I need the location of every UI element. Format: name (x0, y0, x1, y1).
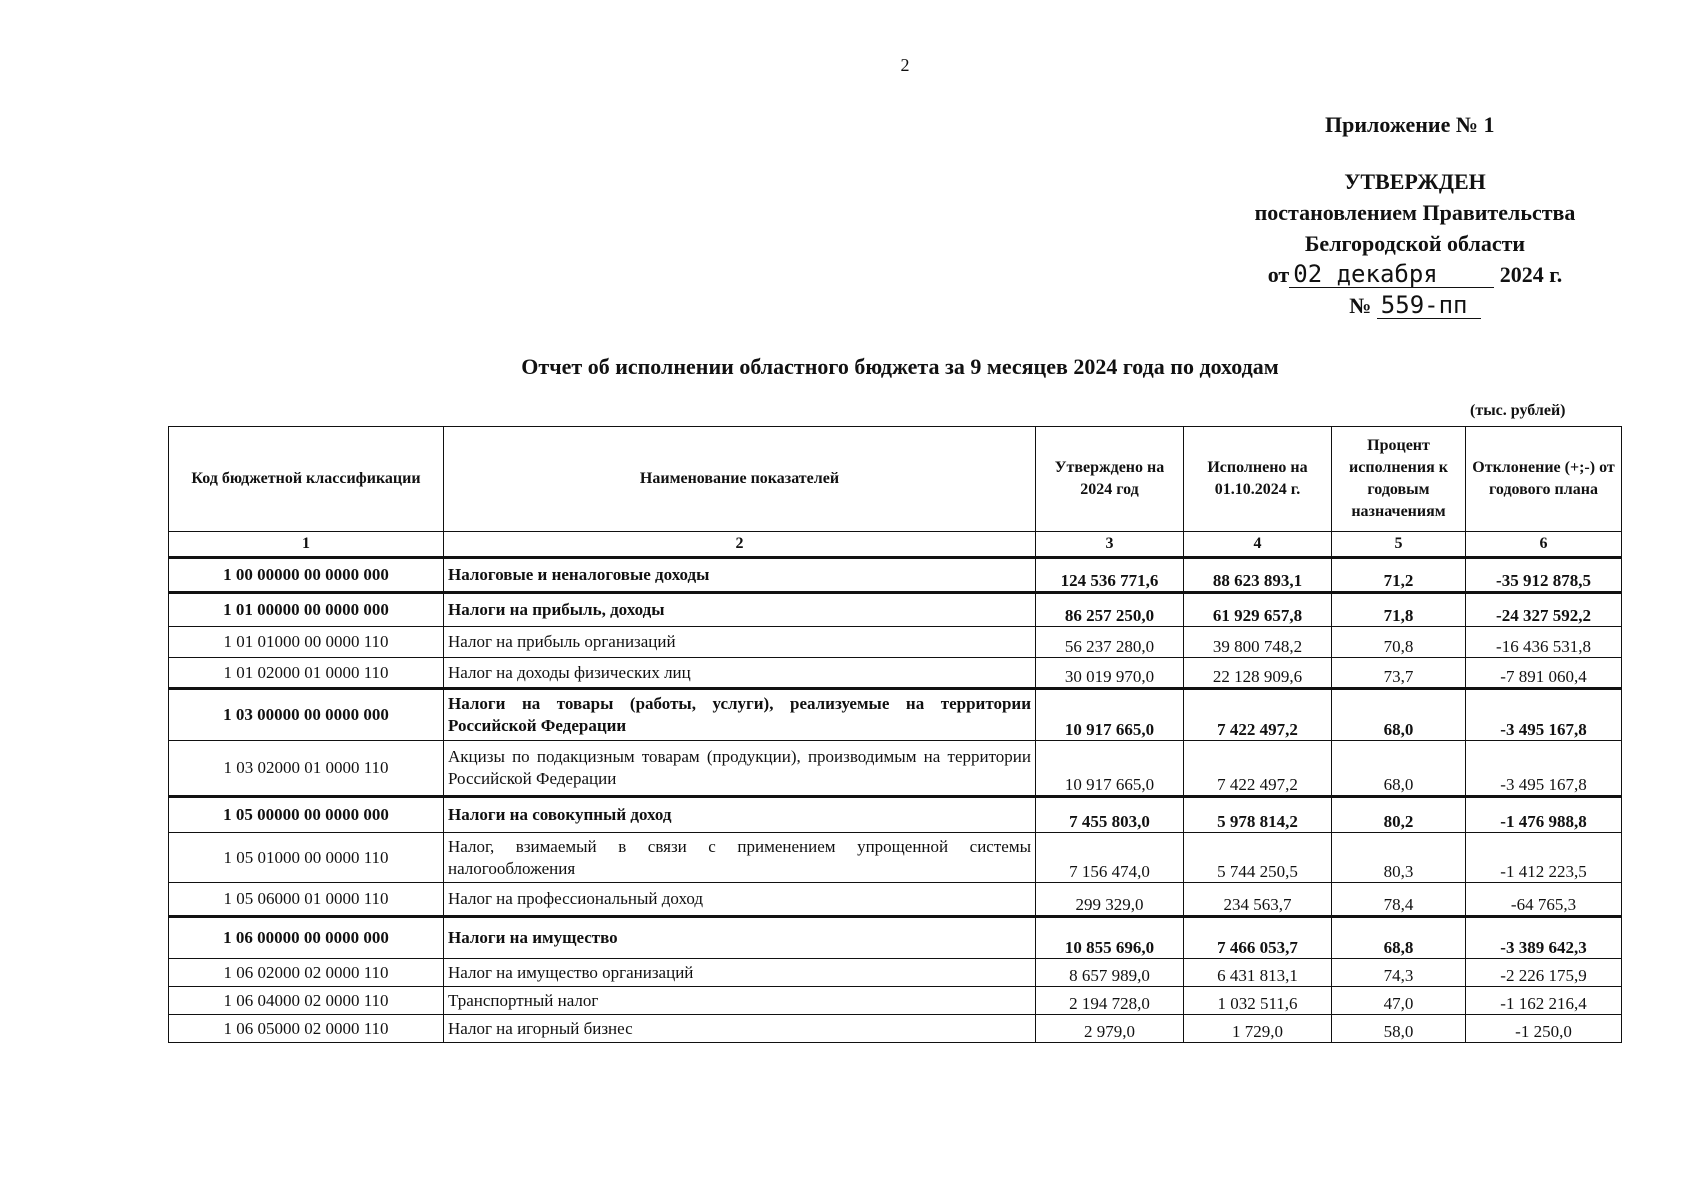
header-deviation: Отклонение (+;-) от годового плана (1466, 427, 1622, 532)
approval-date: 02 декабря (1289, 261, 1494, 288)
header-approved: Утверждено на 2024 год (1036, 427, 1184, 532)
header-name: Наименование показателей (444, 427, 1036, 532)
row-deviation: -3 389 642,3 (1466, 917, 1622, 959)
row-code: 1 03 02000 01 0000 110 (169, 741, 444, 797)
row-deviation: -1 476 988,8 (1466, 797, 1622, 833)
column-number-row (169, 532, 1622, 558)
approval-heading: УТВЕРЖДЕН (1344, 169, 1486, 194)
row-executed: 7 422 497,2 (1184, 689, 1332, 741)
column-number: 6 (1466, 532, 1622, 558)
row-percent: 74,3 (1332, 959, 1466, 987)
row-approved: 10 855 696,0 (1036, 917, 1184, 959)
row-executed: 5 978 814,2 (1184, 797, 1332, 833)
column-number: 3 (1036, 532, 1184, 558)
row-approved: 2 194 728,0 (1036, 987, 1184, 1015)
row-executed: 5 744 250,5 (1184, 833, 1332, 883)
row-code: 1 03 00000 00 0000 000 (169, 689, 444, 741)
row-percent: 80,2 (1332, 797, 1466, 833)
row-code: 1 01 01000 00 0000 110 (169, 627, 444, 658)
approval-number: 559-пп (1377, 292, 1481, 319)
row-name (444, 833, 1036, 883)
row-approved: 8 657 989,0 (1036, 959, 1184, 987)
row-approved: 56 237 280,0 (1036, 627, 1184, 658)
row-name: Транспортный налог (444, 987, 1036, 1015)
row-code: 1 06 00000 00 0000 000 (169, 917, 444, 959)
table-row (169, 883, 1622, 917)
row-code: 1 01 00000 00 0000 000 (169, 593, 444, 627)
row-name: Налоги на прибыль, доходы (444, 593, 1036, 627)
row-deviation: -1 250,0 (1466, 1015, 1622, 1043)
row-code: 1 06 04000 02 0000 110 (169, 987, 444, 1015)
row-name-text: Акцизы по подакцизным товарам (продукции), производимым на территории Российской Федерации (448, 747, 1031, 788)
row-deviation: -1 412 223,5 (1466, 833, 1622, 883)
table-row (169, 917, 1622, 959)
table-row (169, 959, 1622, 987)
row-approved: 299 329,0 (1036, 883, 1184, 917)
row-name: Налог на доходы физических лиц (444, 658, 1036, 689)
table-row (169, 987, 1622, 1015)
row-code: 1 05 01000 00 0000 110 (169, 833, 444, 883)
row-approved: 124 536 771,6 (1036, 558, 1184, 593)
row-name: Налог на имущество организаций (444, 959, 1036, 987)
row-name: Налоговые и неналоговые доходы (444, 558, 1036, 593)
header-code: Код бюджетной классификации (169, 427, 444, 532)
table-row (169, 741, 1622, 797)
row-executed: 1 729,0 (1184, 1015, 1332, 1043)
row-percent: 58,0 (1332, 1015, 1466, 1043)
table-row (169, 658, 1622, 689)
row-deviation: -24 327 592,2 (1466, 593, 1622, 627)
table-header-row (169, 427, 1622, 532)
date-prefix: от (1267, 262, 1290, 287)
table-row (169, 627, 1622, 658)
number-prefix: № (1349, 293, 1372, 318)
row-approved: 2 979,0 (1036, 1015, 1184, 1043)
unit-note: (тыс. рублей) (1470, 402, 1566, 419)
row-approved: 10 917 665,0 (1036, 741, 1184, 797)
header-executed: Исполнено на 01.10.2024 г. (1184, 427, 1332, 532)
approval-line-3: Белгородской области (1304, 231, 1526, 256)
row-deviation: -16 436 531,8 (1466, 627, 1622, 658)
column-number: 1 (169, 532, 444, 558)
row-code: 1 05 00000 00 0000 000 (169, 797, 444, 833)
row-name-text: Налог, взимаемый в связи с применением упрощенной системы налогообложения (448, 836, 1031, 878)
header-percent: Процент исполнения к годовым назначениям (1332, 427, 1466, 532)
row-executed: 61 929 657,8 (1184, 593, 1332, 627)
row-percent: 71,2 (1332, 558, 1466, 593)
row-name: Налог на игорный бизнес (444, 1015, 1036, 1043)
row-deviation: -7 891 060,4 (1466, 658, 1622, 689)
row-percent: 71,8 (1332, 593, 1466, 627)
row-percent: 47,0 (1332, 987, 1466, 1015)
row-percent: 68,0 (1332, 741, 1466, 797)
table-row (169, 1015, 1622, 1043)
revenue-table (168, 426, 1622, 1043)
row-executed: 1 032 511,6 (1184, 987, 1332, 1015)
column-number: 5 (1332, 532, 1466, 558)
row-deviation: -3 495 167,8 (1466, 741, 1622, 797)
row-percent: 73,7 (1332, 658, 1466, 689)
row-deviation: -3 495 167,8 (1466, 689, 1622, 741)
row-deviation: -2 226 175,9 (1466, 959, 1622, 987)
row-name-text: Налоги на товары (работы, услуги), реализуемые на территории Российской Федерации (448, 694, 1031, 735)
table-row (169, 558, 1622, 593)
row-executed: 234 563,7 (1184, 883, 1332, 917)
table-row (169, 833, 1622, 883)
row-approved: 7 156 474,0 (1036, 833, 1184, 883)
row-name (444, 741, 1036, 797)
report-title: Отчет об исполнении областного бюджета за 9 месяцев 2024 года по доходам (521, 354, 1279, 379)
row-executed: 7 466 053,7 (1184, 917, 1332, 959)
row-approved: 30 019 970,0 (1036, 658, 1184, 689)
approval-number-line (1225, 290, 1605, 321)
column-number: 4 (1184, 532, 1332, 558)
approval-line-2: постановлением Правительства (1254, 200, 1576, 225)
row-executed: 7 422 497,2 (1184, 741, 1332, 797)
row-name (444, 689, 1036, 741)
row-deviation: -1 162 216,4 (1466, 987, 1622, 1015)
page-number: 2 (900, 55, 910, 75)
row-code: 1 01 02000 01 0000 110 (169, 658, 444, 689)
row-percent: 68,0 (1332, 689, 1466, 741)
row-code: 1 05 06000 01 0000 110 (169, 883, 444, 917)
row-code: 1 06 05000 02 0000 110 (169, 1015, 444, 1043)
row-percent: 80,3 (1332, 833, 1466, 883)
row-executed: 22 128 909,6 (1184, 658, 1332, 689)
row-executed: 6 431 813,1 (1184, 959, 1332, 987)
row-percent: 70,8 (1332, 627, 1466, 658)
row-executed: 39 800 748,2 (1184, 627, 1332, 658)
row-name: Налоги на имущество (444, 917, 1036, 959)
row-code: 1 00 00000 00 0000 000 (169, 558, 444, 593)
column-number: 2 (444, 532, 1036, 558)
approval-year: 2024 г. (1499, 262, 1563, 287)
row-approved: 10 917 665,0 (1036, 689, 1184, 741)
table-row (169, 689, 1622, 741)
row-executed: 88 623 893,1 (1184, 558, 1332, 593)
approval-block (1225, 166, 1605, 321)
row-percent: 68,8 (1332, 917, 1466, 959)
approval-date-line (1225, 259, 1605, 290)
row-name: Налог на профессиональный доход (444, 883, 1036, 917)
row-approved: 86 257 250,0 (1036, 593, 1184, 627)
row-name: Налоги на совокупный доход (444, 797, 1036, 833)
annex-title: Приложение № 1 (1325, 112, 1495, 137)
row-name: Налог на прибыль организаций (444, 627, 1036, 658)
row-deviation: -64 765,3 (1466, 883, 1622, 917)
row-code: 1 06 02000 02 0000 110 (169, 959, 444, 987)
table-row (169, 797, 1622, 833)
row-deviation: -35 912 878,5 (1466, 558, 1622, 593)
row-percent: 78,4 (1332, 883, 1466, 917)
table-row (169, 593, 1622, 627)
row-approved: 7 455 803,0 (1036, 797, 1184, 833)
